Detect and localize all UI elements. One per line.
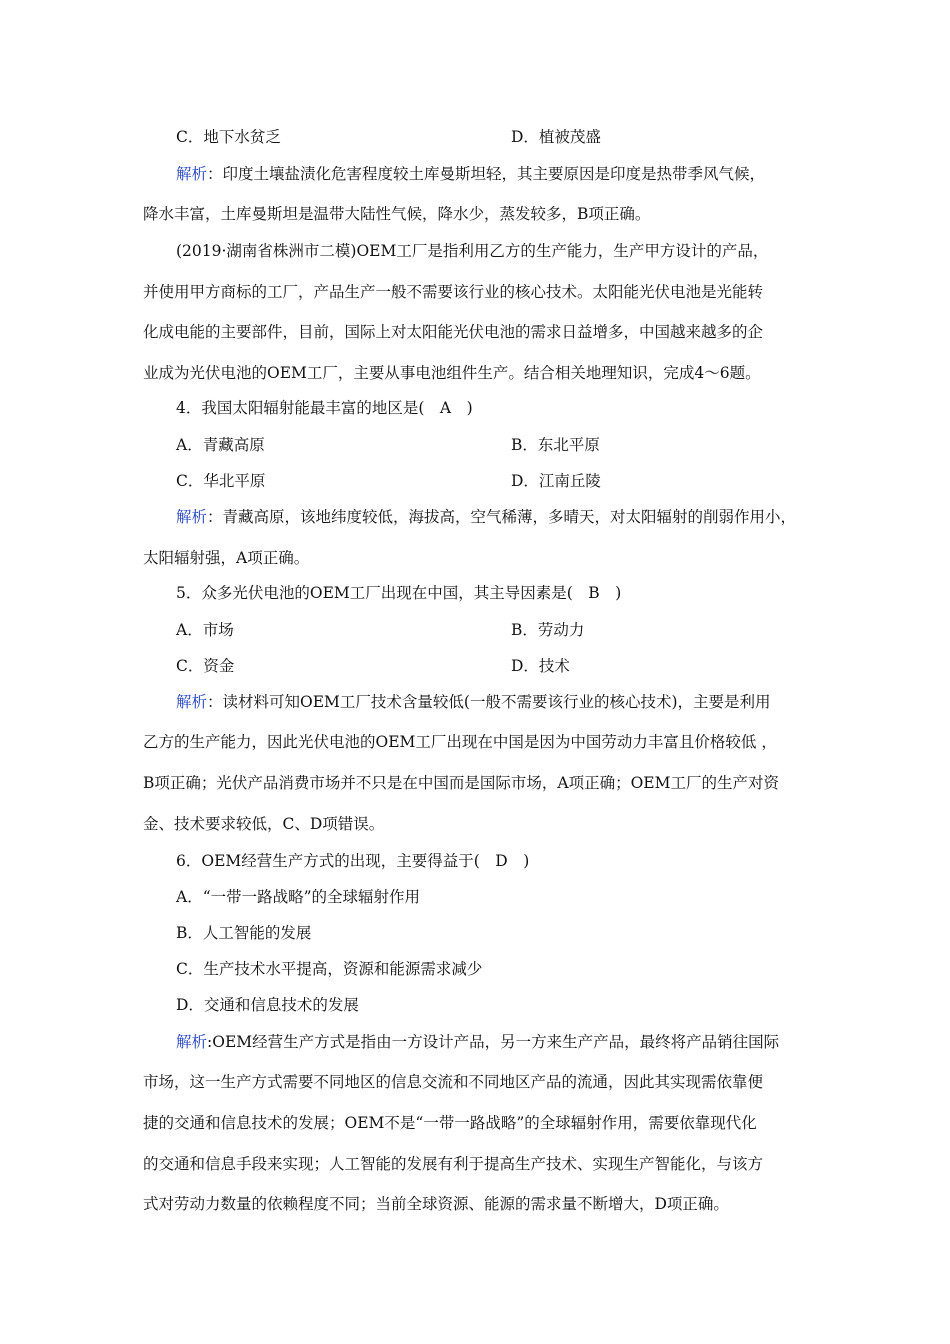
q6-analysis-line-4: 的交通和信息手段来实现；人工智能的发展有利于提高生产技术、实现生产智能化，与该方 <box>143 1155 764 1173</box>
q4-option-c: C．华北平原 <box>176 472 266 490</box>
q6-option-d: D．交通和信息技术的发展 <box>176 996 359 1014</box>
q5-analysis-line-2: 乙方的生产能力，因此光伏电池的OEM工厂出现在中国是因为中国劳动力丰富且价格较低 ， <box>143 733 777 751</box>
q4-stem: 4．我国太阳辐射能最丰富的地区是( A ) <box>176 399 473 417</box>
q6-analysis-line-5: 式对劳动力数量的依赖程度不同；当前全球资源、能源的需求量不断增大，D项正确。 <box>143 1195 729 1213</box>
material-line-4: 业成为光伏电池的OEM工厂，主要从事电池组件生产。结合相关地理知识，完成4～6题。 <box>143 364 761 382</box>
analysis-label: 解析 <box>176 693 208 711</box>
q6-analysis-line-2: 市场，这一生产方式需要不同地区的信息交流和不同地区产品的流通，因此其实现需依靠便 <box>143 1073 764 1091</box>
q6-stem: 6．OEM经营生产方式的出现，主要得益于( D ) <box>176 852 530 870</box>
q4-option-a: A．青藏高原 <box>176 436 265 454</box>
q5-stem: 5．众多光伏电池的OEM工厂出现在中国，其主导因素是( B ) <box>176 584 622 602</box>
q6-option-c: C．生产技术水平提高，资源和能源需求减少 <box>176 960 483 978</box>
q5-analysis-line-4: 金、技术要求较低，C、D项错误。 <box>143 815 385 833</box>
q4-analysis-line-2: 太阳辐射强，A项正确。 <box>143 549 310 567</box>
q6-option-a: A．“一带一路战略”的全球辐射作用 <box>176 888 421 906</box>
q5-analysis-line-1: 解析：读材料可知OEM工厂技术含量较低(一般不需要该行业的核心技术)，主要是利用 <box>176 693 771 711</box>
q5-option-d: D．技术 <box>511 657 570 675</box>
q4-option-b: B．东北平原 <box>511 436 600 454</box>
material-line-1: (2019·湖南省株洲市二模)OEM工厂是指利用乙方的生产能力，生产甲方设计的产品， <box>176 242 769 260</box>
q5-option-b: B．劳动力 <box>511 621 585 639</box>
analysis-label: 解析 <box>176 1033 208 1051</box>
q5-analysis-line-3: B项正确；光伏产品消费市场并不只是在中国而是国际市场，A项正确；OEM工厂的生产对资 <box>143 774 779 792</box>
q3-option-c: C．地下水贫乏 <box>176 128 281 146</box>
q5-option-a: A．市场 <box>176 621 234 639</box>
q3-analysis-line-2: 降水丰富，土库曼斯坦是温带大陆性气候，降水少，蒸发较多，B项正确。 <box>143 205 651 223</box>
q3-option-d: D．植被茂盛 <box>511 128 601 146</box>
analysis-label: 解析 <box>176 508 208 526</box>
q6-analysis-line-1: 解析:OEM经营生产方式是指由一方设计产品，另一方来生产产品，最终将产品销往国际 <box>176 1033 780 1051</box>
q4-option-d: D．江南丘陵 <box>511 472 601 490</box>
q4-analysis-line-1: 解析：青藏高原，该地纬度较低，海拔高，空气稀薄，多晴天，对太阳辐射的削弱作用小， <box>176 508 797 526</box>
q3-analysis-line-1: 解析：印度土壤盐渍化危害程度较土库曼斯坦轻，其主要原因是印度是热带季风气候， <box>176 165 766 183</box>
q6-option-b: B．人工智能的发展 <box>176 924 312 942</box>
material-line-2: 并使用甲方商标的工厂，产品生产一般不需要该行业的核心技术。太阳能光伏电池是光能转 <box>143 283 764 301</box>
q5-option-c: C．资金 <box>176 657 235 675</box>
q6-analysis-line-3: 捷的交通和信息技术的发展；OEM不是“一带一路战略”的全球辐射作用，需要依靠现代化 <box>143 1114 757 1132</box>
material-line-3: 化成电能的主要部件，目前，国际上对太阳能光伏电池的需求日益增多，中国越来越多的企 <box>143 323 764 341</box>
analysis-label: 解析 <box>176 165 208 183</box>
